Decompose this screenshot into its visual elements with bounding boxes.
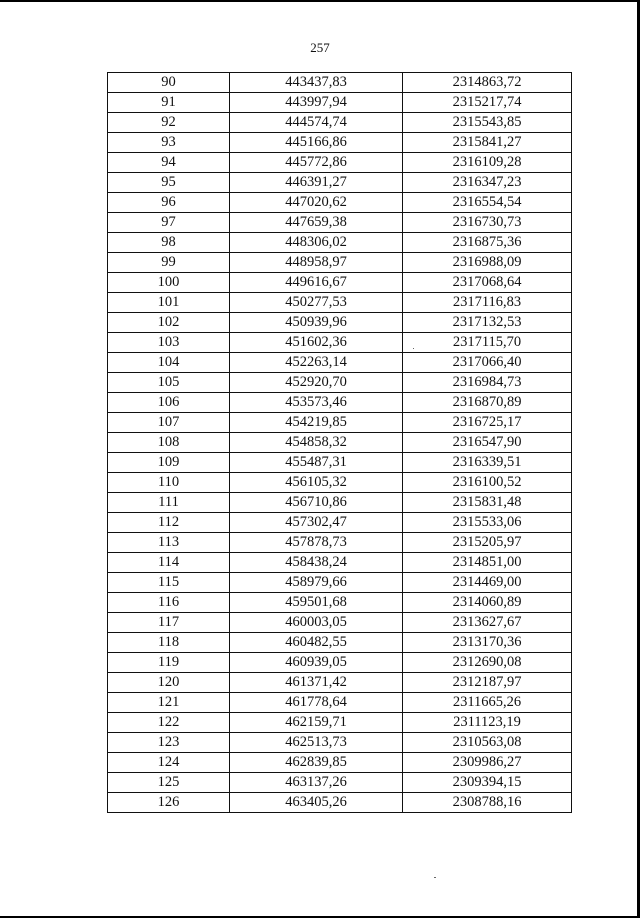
x-coordinate-cell: 462159,71	[230, 713, 403, 733]
x-coordinate-cell: 443997,94	[230, 93, 403, 113]
table-row	[108, 753, 572, 773]
table-row	[108, 493, 572, 513]
y-coordinate-cell: 2317116,83	[403, 293, 572, 313]
x-coordinate-cell: 457302,47	[230, 513, 403, 533]
y-coordinate-cell: 2308788,16	[403, 793, 572, 813]
x-coordinate-cell: 458979,66	[230, 573, 403, 593]
point-number-cell: 91	[108, 93, 230, 113]
y-coordinate-cell: 2314851,00	[403, 553, 572, 573]
table-row	[108, 333, 572, 353]
x-coordinate-cell: 459501,68	[230, 593, 403, 613]
x-coordinate-cell: 454219,85	[230, 413, 403, 433]
y-coordinate-cell: 2316554,54	[403, 193, 572, 213]
y-coordinate-cell: 2315831,48	[403, 493, 572, 513]
table-row	[108, 593, 572, 613]
y-coordinate-cell: 2317115,70	[403, 333, 572, 353]
point-number-cell: 94	[108, 153, 230, 173]
point-number-cell: 113	[108, 533, 230, 553]
table-row	[108, 113, 572, 133]
x-coordinate-cell: 450277,53	[230, 293, 403, 313]
y-coordinate-cell: 2309986,27	[403, 753, 572, 773]
x-coordinate-cell: 462839,85	[230, 753, 403, 773]
y-coordinate-cell: 2314863,72	[403, 73, 572, 93]
table-row	[108, 93, 572, 113]
point-number-cell: 125	[108, 773, 230, 793]
point-number-cell: 97	[108, 213, 230, 233]
point-number-cell: 98	[108, 233, 230, 253]
y-coordinate-cell: 2317068,64	[403, 273, 572, 293]
y-coordinate-cell: 2311123,19	[403, 713, 572, 733]
y-coordinate-cell: 2315841,27	[403, 133, 572, 153]
point-number-cell: 123	[108, 733, 230, 753]
x-coordinate-cell: 462513,73	[230, 733, 403, 753]
y-coordinate-cell: 2316725,17	[403, 413, 572, 433]
point-number-cell: 124	[108, 753, 230, 773]
x-coordinate-cell: 450939,96	[230, 313, 403, 333]
point-number-cell: 102	[108, 313, 230, 333]
point-number-cell: 117	[108, 613, 230, 633]
table-row	[108, 293, 572, 313]
table-row	[108, 233, 572, 253]
point-number-cell: 101	[108, 293, 230, 313]
x-coordinate-cell: 456105,32	[230, 473, 403, 493]
y-coordinate-cell: 2313627,67	[403, 613, 572, 633]
y-coordinate-cell: 2317066,40	[403, 353, 572, 373]
y-coordinate-cell: 2315205,97	[403, 533, 572, 553]
table-row	[108, 413, 572, 433]
page-number: 257	[310, 40, 330, 55]
x-coordinate-cell: 453573,46	[230, 393, 403, 413]
y-coordinate-cell: 2312690,08	[403, 653, 572, 673]
point-number-cell: 122	[108, 713, 230, 733]
x-coordinate-cell: 463405,26	[230, 793, 403, 813]
table-row	[108, 633, 572, 653]
point-number-cell: 116	[108, 593, 230, 613]
y-coordinate-cell: 2316988,09	[403, 253, 572, 273]
point-number-cell: 95	[108, 173, 230, 193]
y-coordinate-cell: 2315543,85	[403, 113, 572, 133]
x-coordinate-cell: 452920,70	[230, 373, 403, 393]
coordinates-table	[107, 72, 572, 813]
y-coordinate-cell: 2316875,36	[403, 233, 572, 253]
table-row	[108, 673, 572, 693]
x-coordinate-cell: 460482,55	[230, 633, 403, 653]
x-coordinate-cell: 443437,83	[230, 73, 403, 93]
point-number-cell: 93	[108, 133, 230, 153]
point-number-cell: 112	[108, 513, 230, 533]
x-coordinate-cell: 447020,62	[230, 193, 403, 213]
point-number-cell: 120	[108, 673, 230, 693]
table-row	[108, 393, 572, 413]
y-coordinate-cell: 2316347,23	[403, 173, 572, 193]
y-coordinate-cell: 2316730,73	[403, 213, 572, 233]
point-number-cell: 96	[108, 193, 230, 213]
x-coordinate-cell: 445772,86	[230, 153, 403, 173]
table-row	[108, 793, 572, 813]
table-row	[108, 173, 572, 193]
y-coordinate-cell: 2311665,26	[403, 693, 572, 713]
table-row	[108, 733, 572, 753]
table-row	[108, 613, 572, 633]
point-number-cell: 92	[108, 113, 230, 133]
point-number-cell: 90	[108, 73, 230, 93]
y-coordinate-cell: 2309394,15	[403, 773, 572, 793]
table-row	[108, 153, 572, 173]
x-coordinate-cell: 451602,36	[230, 333, 403, 353]
table-row	[108, 573, 572, 593]
point-number-cell: 103	[108, 333, 230, 353]
y-coordinate-cell: 2317132,53	[403, 313, 572, 333]
x-coordinate-cell: 454858,32	[230, 433, 403, 453]
point-number-cell: 107	[108, 413, 230, 433]
table-row	[108, 253, 572, 273]
table-row	[108, 713, 572, 733]
table-row	[108, 513, 572, 533]
table-row	[108, 273, 572, 293]
table-row	[108, 533, 572, 553]
point-number-cell: 105	[108, 373, 230, 393]
point-number-cell: 106	[108, 393, 230, 413]
table-row	[108, 553, 572, 573]
x-coordinate-cell: 460939,05	[230, 653, 403, 673]
table-row	[108, 433, 572, 453]
table-row	[108, 473, 572, 493]
table-row	[108, 353, 572, 373]
point-number-cell: 119	[108, 653, 230, 673]
table-row	[108, 73, 572, 93]
point-number-cell: 109	[108, 453, 230, 473]
x-coordinate-cell: 448958,97	[230, 253, 403, 273]
y-coordinate-cell: 2316547,90	[403, 433, 572, 453]
point-number-cell: 118	[108, 633, 230, 653]
point-number-cell: 115	[108, 573, 230, 593]
y-coordinate-cell: 2313170,36	[403, 633, 572, 653]
x-coordinate-cell: 448306,02	[230, 233, 403, 253]
y-coordinate-cell: 2316100,52	[403, 473, 572, 493]
x-coordinate-cell: 461371,42	[230, 673, 403, 693]
x-coordinate-cell: 455487,31	[230, 453, 403, 473]
table-row	[108, 213, 572, 233]
x-coordinate-cell: 444574,74	[230, 113, 403, 133]
x-coordinate-cell: 445166,86	[230, 133, 403, 153]
y-coordinate-cell: 2316339,51	[403, 453, 572, 473]
table-row	[108, 373, 572, 393]
x-coordinate-cell: 456710,86	[230, 493, 403, 513]
x-coordinate-cell: 457878,73	[230, 533, 403, 553]
point-number-cell: 100	[108, 273, 230, 293]
y-coordinate-cell: 2310563,08	[403, 733, 572, 753]
x-coordinate-cell: 449616,67	[230, 273, 403, 293]
y-coordinate-cell: 2316109,28	[403, 153, 572, 173]
table-row	[108, 133, 572, 153]
y-coordinate-cell: 2315533,06	[403, 513, 572, 533]
y-coordinate-cell: 2316870,89	[403, 393, 572, 413]
x-coordinate-cell: 463137,26	[230, 773, 403, 793]
y-coordinate-cell: 2316984,73	[403, 373, 572, 393]
scan-speck	[434, 877, 436, 878]
x-coordinate-cell: 460003,05	[230, 613, 403, 633]
point-number-cell: 114	[108, 553, 230, 573]
x-coordinate-cell: 452263,14	[230, 353, 403, 373]
y-coordinate-cell: 2312187,97	[403, 673, 572, 693]
x-coordinate-cell: 446391,27	[230, 173, 403, 193]
point-number-cell: 121	[108, 693, 230, 713]
table-row	[108, 193, 572, 213]
point-number-cell: 126	[108, 793, 230, 813]
y-coordinate-cell: 2314469,00	[403, 573, 572, 593]
point-number-cell: 104	[108, 353, 230, 373]
point-number-cell: 111	[108, 493, 230, 513]
table-row	[108, 693, 572, 713]
scan-border-top	[0, 0, 640, 2]
y-coordinate-cell: 2315217,74	[403, 93, 572, 113]
y-coordinate-cell: 2314060,89	[403, 593, 572, 613]
x-coordinate-cell: 458438,24	[230, 553, 403, 573]
point-number-cell: 110	[108, 473, 230, 493]
table-row	[108, 653, 572, 673]
coordinates-table-body	[108, 73, 572, 813]
table-row	[108, 773, 572, 793]
table-row	[108, 313, 572, 333]
point-number-cell: 99	[108, 253, 230, 273]
x-coordinate-cell: 447659,38	[230, 213, 403, 233]
scan-speck	[413, 348, 414, 349]
x-coordinate-cell: 461778,64	[230, 693, 403, 713]
point-number-cell: 108	[108, 433, 230, 453]
table-row	[108, 453, 572, 473]
